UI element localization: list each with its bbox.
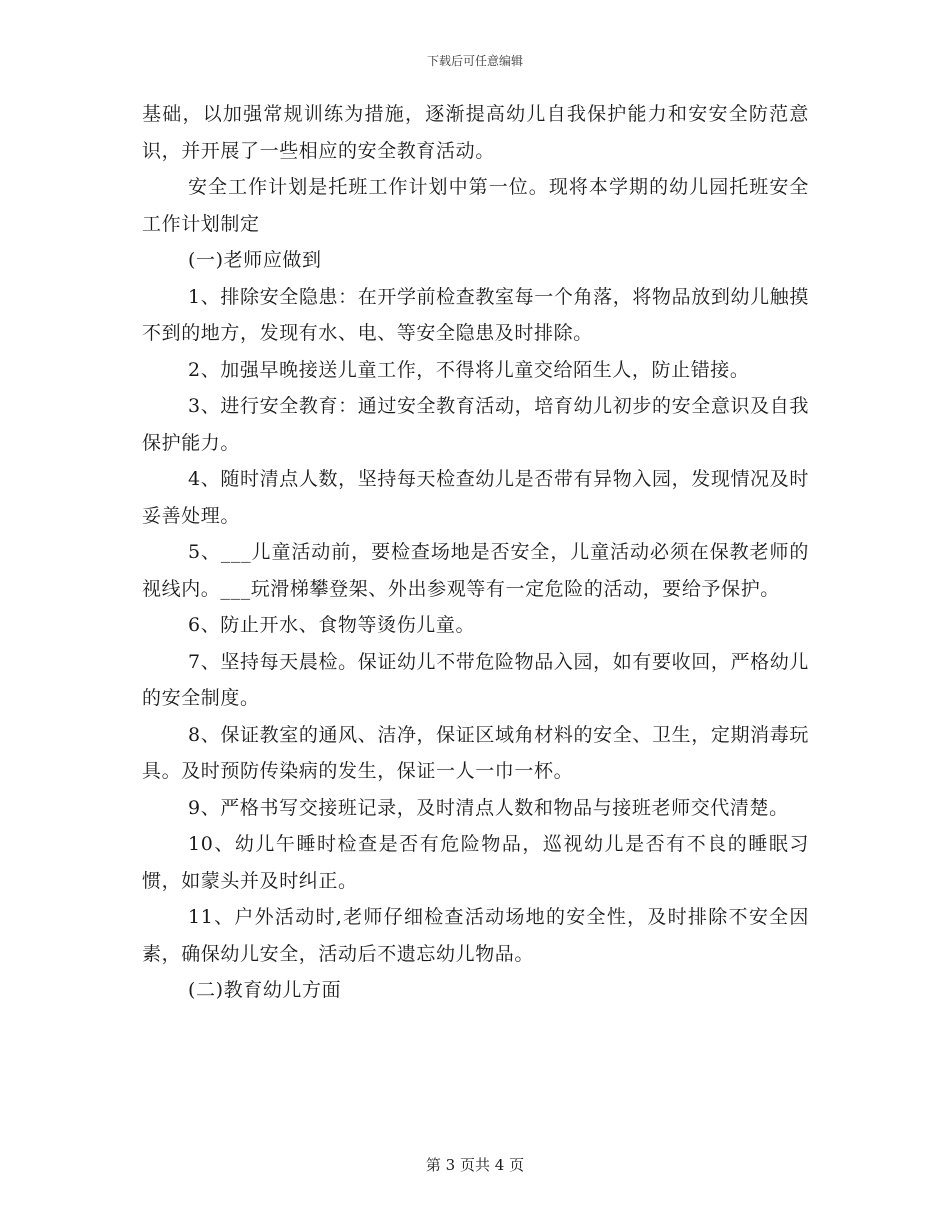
document-body: [142, 96, 809, 1009]
list-item-2: 2、加强早晚接送儿童工作，不得将儿童交给陌生人，防止错接。: [188, 358, 750, 381]
list-item-1: 1、排除安全隐患：在开学前检查教室每一个角落，将物品放到幼儿触摸不到的地方，发现有水、电、等安全隐患及时排除。: [142, 285, 809, 344]
list-item-10: 10、幼儿午睡时检查是否有危险物品，巡视幼儿是否有不良的睡眠习惯，如蒙头并及时纠正。: [142, 833, 809, 892]
paragraph-intro: 安全工作计划是托班工作计划中第一位。现将本学期的幼儿园托班安全工作计划制定: [142, 176, 809, 235]
header-note: 下载后可任意编辑: [426, 54, 523, 68]
list-item-5: 5、___儿童活动前，要检查场地是否安全，儿童活动必须在保教老师的视线内。___玩滑梯攀登架、外出参观等有一定危险的活动，要给予保护。: [142, 541, 809, 600]
section-heading-children: (二)教育幼儿方面: [188, 979, 342, 1001]
list-item-8: 8、保证教室的通风、洁净，保证区域角材料的安全、卫生，定期消毒玩具。及时预防传染病的发生，保证一人一巾一杯。: [142, 723, 809, 782]
paragraph-continuation: 基础，以加强常规训练为措施，逐渐提高幼儿自我保护能力和安安全防范意识，并开展了一些相应的安全教育活动。: [142, 103, 809, 162]
section-heading-teachers: (一)老师应做到: [188, 249, 322, 271]
list-item-6: 6、防止开水、食物等烫伤儿童。: [188, 614, 476, 636]
list-item-9: 9、严格书写交接班记录，及时清点人数和物品与接班老师交代清楚。: [188, 796, 789, 819]
list-item-3: 3、进行安全教育：通过安全教育活动，培育幼儿初步的安全意识及自我保护能力。: [142, 395, 809, 454]
page-number: 第 3 页共 4 页: [425, 1156, 525, 1174]
list-item-4: 4、随时清点人数，坚持每天检查幼儿是否带有异物入园，发现情况及时妥善处理。: [142, 468, 809, 527]
list-item-11: 11、户外活动时,老师仔细检查活动场地的安全性，及时排除不安全因素，确保幼儿安全，活动后不遗忘幼儿物品。: [142, 906, 809, 965]
list-item-7: 7、坚持每天晨检。保证幼儿不带危险物品入园，如有要收回，严格幼儿的安全制度。: [142, 650, 809, 709]
